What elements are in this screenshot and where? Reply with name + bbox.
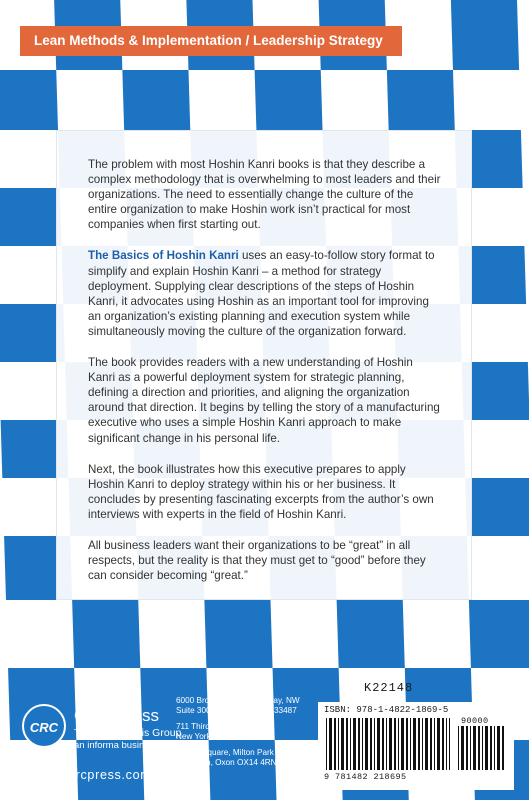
paragraph-3: The book provides readers with a new understanding of Hoshin Kanri as a powerful deployment system for strategic planning, defining a direction and priorities, and aligning the organization around that direction. It begins by telling the story of a manufacturing executive who uses a simple Hoshin Kanri approach to make significant change in his personal life. — [88, 356, 440, 445]
barcode-bar — [461, 726, 464, 770]
publisher-informa: an informa business — [74, 740, 160, 751]
address-line: 711 Third Avenue — [176, 722, 240, 731]
barcode-bar — [334, 718, 336, 770]
barcode-bar — [497, 726, 500, 770]
paragraph-4: Next, the book illustrates how this executive prepares to apply Hoshin Kanri to deploy strategy within his or her business. It concludes by presenting fascinating excerpts from the author’s own interviews with experts in the field of Hoshin Kanri. — [88, 462, 434, 521]
paragraph-5: All business leaders want their organizations to be “great” in all respects, but the reality is that they must get to “good” before they can consider becoming “great.” — [88, 538, 426, 583]
publisher-url[interactable]: www.crcpress.com — [36, 768, 152, 782]
paragraph-1: The problem with most Hoshin Kanri books is that they describe a complex methodology that is overwhelming to most leaders and their organizations. The need to essentially change the culture of the entire organization to make Hoshin work isn’t practical for most companies when first starting out. — [88, 158, 441, 232]
barcode-bar — [470, 726, 471, 770]
barcode-bar — [502, 726, 504, 770]
barcode-bar — [374, 718, 375, 770]
barcode-bar — [346, 718, 348, 770]
barcode-bar — [406, 718, 408, 770]
description-panel — [56, 130, 472, 600]
barcode-addon-bars — [458, 726, 506, 770]
barcode-bar — [442, 718, 444, 770]
publisher-footer — [0, 668, 529, 800]
barcode-bar — [434, 718, 435, 770]
publisher-group: Taylor & Francis Group — [74, 727, 182, 739]
barcode-bar — [410, 718, 411, 770]
isbn-text: ISBN: 978-1-4822-1869-5 — [324, 705, 449, 715]
crc-logo-icon: CRC — [22, 704, 66, 748]
address-line: New York, NY 10017 — [176, 732, 252, 741]
address-boca-raton — [176, 696, 316, 716]
barcode-bar — [377, 718, 380, 770]
address-line: Suite 300, Boca Raton, FL 33487 — [176, 706, 297, 715]
barcode-bar — [490, 726, 492, 770]
category-banner: Lean Methods & Implementation / Leadership Strategy — [20, 26, 402, 56]
address-line: Abingdon, Oxon OX14 4RN, UK — [176, 758, 293, 767]
book-title-lead: The Basics of Hoshin Kanri — [88, 249, 239, 263]
barcode-bar — [365, 718, 368, 770]
checker-tile — [255, 70, 323, 130]
paragraph-2-text: uses an easy-to-follow story format to simplify and explain Hoshin Kanri – a method for strategy deployment. Supplying clear descriptions of the steps of Hoshin Kanri, it advocates using Hoshin as an important tool for improving an organization’s existing planning and execution system while simultaneously moving the culture of the organization forward. — [88, 249, 435, 338]
barcode-bar — [485, 726, 488, 770]
barcode-bar — [401, 718, 404, 770]
barcode-bar — [389, 718, 392, 770]
barcode-bar — [413, 718, 416, 770]
checker-tile — [0, 188, 62, 246]
checker-tile — [469, 600, 529, 668]
address-line: 6000 Broken Sound Parkway, NW — [176, 696, 300, 705]
barcode-addon-digits: 90000 — [461, 716, 489, 726]
address-new-york — [176, 722, 316, 742]
barcode-bar — [478, 726, 480, 770]
barcode-bar — [329, 718, 332, 770]
barcode-bar — [458, 726, 459, 770]
checker-tile — [337, 600, 405, 668]
barcode-bar — [370, 718, 372, 770]
barcode-digits: 9 781482 218695 — [324, 772, 407, 782]
address-uk — [176, 748, 316, 768]
barcode-bar — [482, 726, 483, 770]
barcode-bar — [494, 726, 495, 770]
publisher-addresses — [176, 696, 316, 774]
address-line: 2 Park Square, Milton Park — [176, 748, 274, 757]
barcode-bar — [398, 718, 399, 770]
barcode-bar — [358, 718, 360, 770]
checker-tile — [451, 0, 519, 70]
checker-tile — [387, 70, 455, 130]
barcode-bar — [473, 726, 476, 770]
barcode-bar — [422, 718, 423, 770]
barcode-bar — [446, 718, 447, 770]
checker-tile — [465, 478, 529, 536]
barcode-bar — [326, 718, 327, 770]
barcode-bar — [466, 726, 468, 770]
barcode-bar — [425, 718, 428, 770]
checker-tile — [204, 600, 272, 668]
publisher-name: CRC Press — [74, 706, 160, 725]
product-code: K22148 — [364, 681, 414, 695]
barcode-bar — [353, 718, 356, 770]
barcode-bar — [338, 718, 339, 770]
checker-tile — [122, 70, 190, 130]
barcode-bar — [430, 718, 432, 770]
barcode-bars — [326, 718, 450, 770]
barcode-bar — [418, 718, 420, 770]
barcode-bar — [350, 718, 351, 770]
paragraph-2 — [88, 248, 441, 339]
barcode-bar — [449, 718, 450, 770]
barcode-bar — [386, 718, 387, 770]
checker-tile — [72, 600, 140, 668]
barcode-bar — [394, 718, 396, 770]
barcode-bar — [362, 718, 363, 770]
barcode-bar — [341, 718, 344, 770]
barcode-bar — [437, 718, 440, 770]
barcode-bar — [382, 718, 384, 770]
isbn-barcode — [318, 702, 514, 790]
checker-tile — [0, 70, 58, 130]
